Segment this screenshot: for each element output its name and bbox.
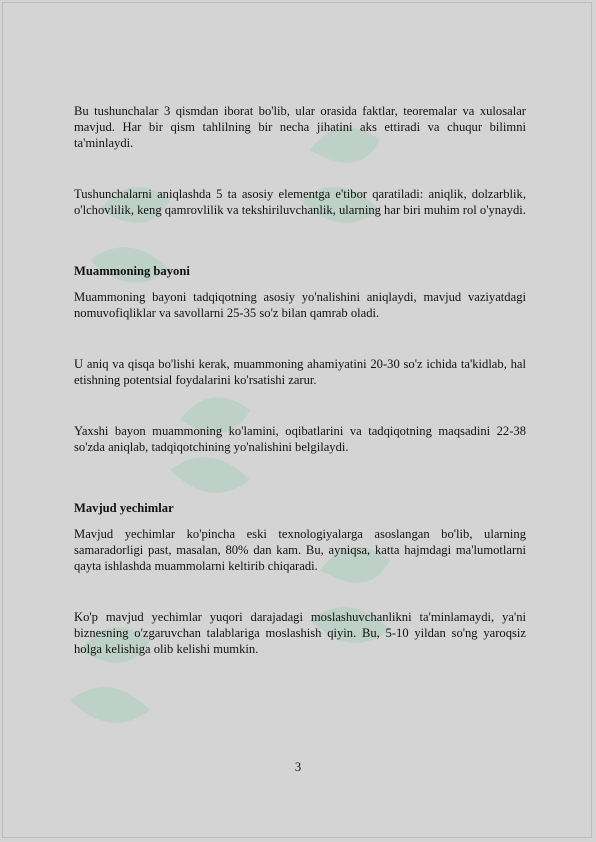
paragraph-solutions-flexibility: Ko'p mavjud yechimlar yuqori darajadagi moslashuvchanlikni ta'minlamaydi, ya'ni biznesning o'zgaruvchan talablariga moslashish qiyin. Bu, 5-10 yildan so'ng yaroqsiz holga kelishiga olib kelishi mumkin. [74, 610, 526, 656]
document-body [74, 103, 526, 657]
paragraph-problem-concise: U aniq va qisqa bo'lishi kerak, muammoning ahamiyatini 20-30 so'z ichida ta'kidlab, hal etishning potentsial foydalarini ko'rsatishi zarur. [74, 357, 526, 387]
heading-existing-solutions: Mavjud yechimlar [74, 501, 174, 515]
paragraph-problem-good-statement: Yaxshi bayon muammoning ko'lamini, oqibatlarini va tadqiqotning maqsadini 22-38 so'zda aniqlab, tadqiqotchining yo'nalishini belgilaydi. [74, 424, 526, 454]
paragraph-concepts-parts: Bu tushunchalar 3 qismdan iborat bo'lib, ular orasida faktlar, teoremalar va xulosalar mavjud. Har bir qism tahlilning bir necha jihatini aks ettiradi va chuqur bilimni ta'minlaydi. [74, 104, 526, 150]
paragraph-solutions-old-tech: Mavjud yechimlar ko'pincha eski texnologiyalarga asoslangan bo'lib, ularning samaradorligi past, masalan, 80% dan kam. Bu, ayniqsa, katta hajmdagi ma'lumotlarni qayta ishlashda muammolarni keltirib chiqaradi. [74, 527, 526, 573]
page-number: 3 [294, 760, 302, 774]
paragraph-problem-direction: Muammoning bayoni tadqiqotning asosiy yo'nalishini aniqlaydi, mavjud vaziyatdagi nomuvofiqliklar va savollarni 25-35 so'z bilan qamrab oladi. [74, 290, 526, 320]
heading-problem-statement: Muammoning bayoni [74, 264, 190, 278]
paragraph-concepts-elements: Tushunchalarni aniqlashda 5 ta asosiy elementga e'tibor qaratiladi: aniqlik, dolzarblik, o'lchovlilik, keng qamrovlilik va tekshiriluvchanlik, ularning har biri muhim rol o'ynaydi. [74, 187, 526, 217]
